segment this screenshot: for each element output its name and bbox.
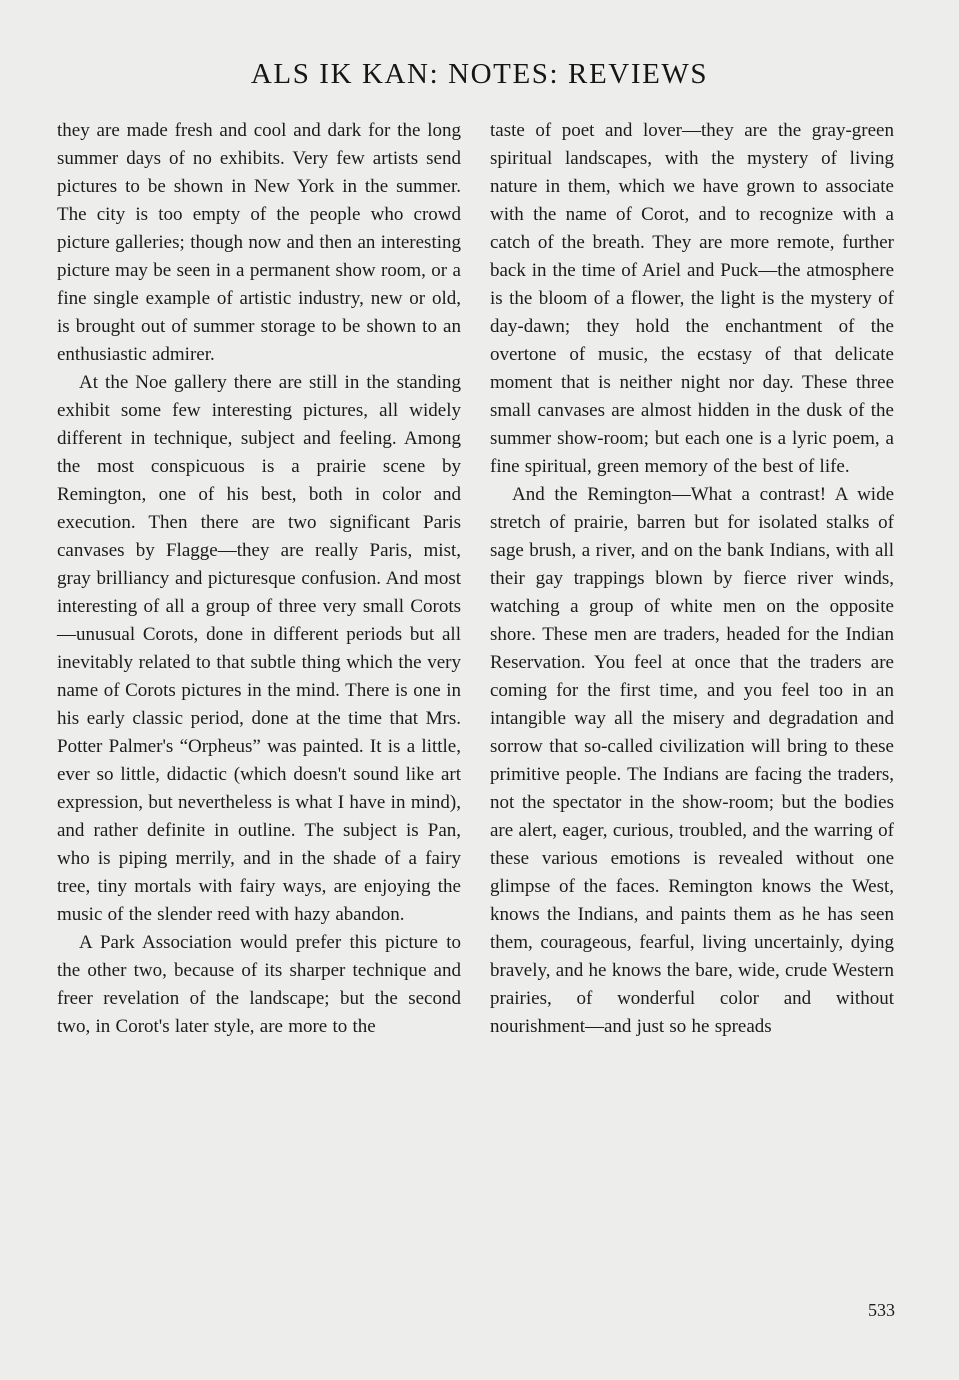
right-column (490, 117, 894, 1041)
right-paragraph-2: And the Remington—What a contrast! A wide stretch of prairie, barren but for isolated stalks of sage brush, a river, and on the bank Indians, with all their gay trappings blown by fierce river winds, watching a group of white men on the opposite shore. These men are traders, headed for the Indian Reservation. You feel at once that the traders are coming for the first time, and you feel too in an intangible way all the misery and degradation and sorrow that so-called civilization will bring to these primitive people. The Indians are facing the traders, not the spectator in the show-room; but the bodies are alert, eager, curious, troubled, and the warring of these various emotions is revealed without one glimpse of the faces. Remington knows the West, knows the Indians, and paints them as he has seen them, courageous, fearful, living uncertainly, dying bravely, and he knows the bare, wide, crude Western prairies, of wonderful color and without nourishment—and just so he spreads (490, 484, 894, 1037)
page-number: 533 (868, 1300, 895, 1320)
left-paragraph-2: At the Noe gallery there are still in the standing exhibit some few interesting pictures, all widely different in technique, subject and feeling. Among the most conspicuous is a prairie scene by Remington, one of his best, both in color and execution. Then there are two significant Paris canvases by Flagge—they are really Paris, mist, gray brilliancy and picturesque confusion. And most interesting of all a group of three very small Corots—unusual Corots, done in different periods but all inevitably related to that subtle thing which the very name of Corots pictures in the mind. There is one in his early classic period, done at the time that Mrs. Potter Palmer's “Orpheus” was painted. It is a little, ever so little, didactic (which doesn't sound like art expression, but nevertheless is what I have in mind), and rather definite in outline. The subject is Pan, who is piping merrily, and in the shade of a fairy tree, tiny mortals with fairy ways, are enjoying the music of the slender reed with hazy abandon. (57, 372, 461, 925)
right-paragraph-1: taste of poet and lover—they are the gray-green spiritual landscapes, with the mystery of living nature in them, which we have grown to associate with the name of Corot, and to recognize with a catch of the breath. They are more remote, further back in the time of Ariel and Puck—the atmosphere is the bloom of a flower, the light is the mystery of day-dawn; they hold the enchantment of the overtone of music, the ecstasy of that delicate moment that is neither night nor day. These three small canvases are almost hidden in the dusk of the summer show-room; but each one is a lyric poem, a fine spiritual, green memory of the best of life. (490, 120, 894, 477)
left-paragraph-1: they are made fresh and cool and dark for the long summer days of no exhibits. Very few artists send pictures to be shown in New York in the summer. The city is too empty of the people who crowd picture galleries; though now and then an interesting picture may be seen in a permanent show room, or a fine single example of artistic industry, new or old, is brought out of summer storage to be shown to an enthusiastic admirer. (57, 120, 461, 365)
page-title: ALS IK KAN: NOTES: REVIEWS (250, 58, 709, 90)
left-paragraph-3: A Park Association would prefer this picture to the other two, because of its sharper technique and freer revelation of the landscape; but the second two, in Corot's later style, are more to the (57, 932, 461, 1037)
left-column (57, 117, 461, 1041)
